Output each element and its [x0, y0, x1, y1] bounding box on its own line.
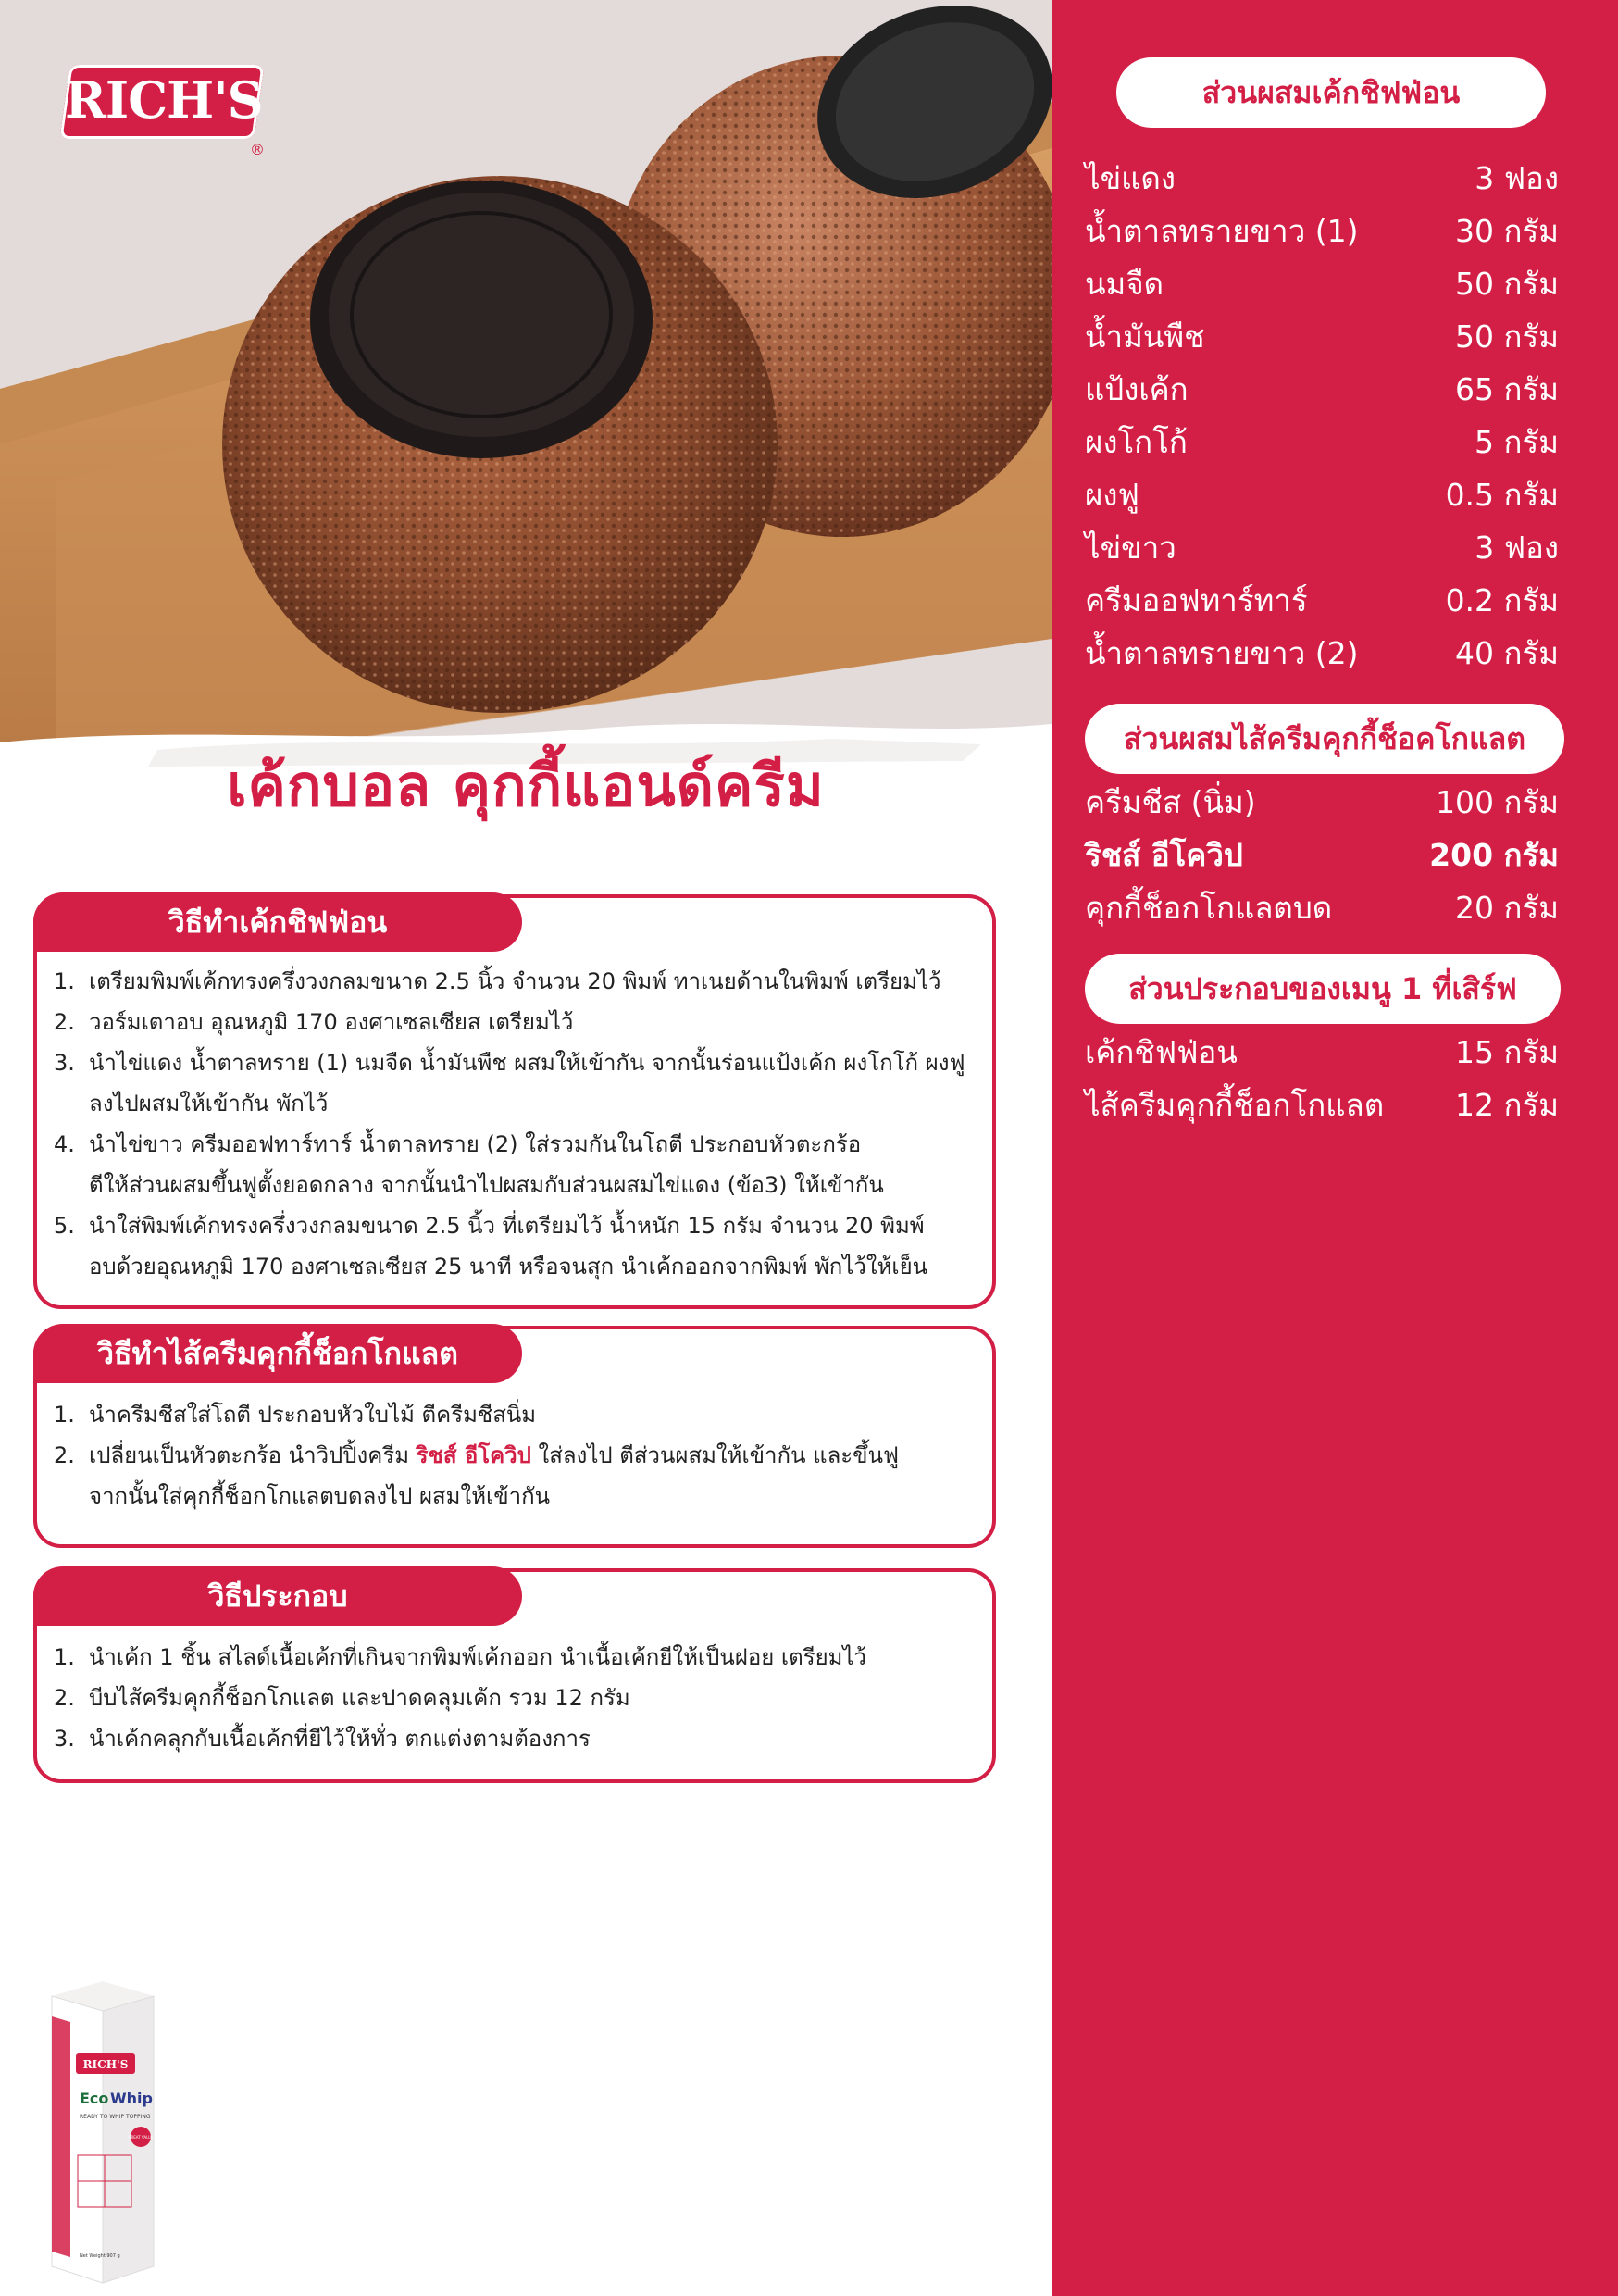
ingredient-name: นมจืด [1085, 266, 1164, 302]
chiffon-step [54, 1205, 979, 1287]
step-number: 5. [54, 1213, 75, 1239]
registered-mark: ® [250, 141, 265, 158]
ingredient-name: ครีมชีส (นิ่ม) [1085, 784, 1256, 820]
ingredient-amount: 30 กรัม [1455, 213, 1559, 249]
ingredient-amount: 40 กรัม [1455, 635, 1559, 671]
carton-net-weight: Net Weight 907 g [80, 2253, 120, 2259]
ingredient-amount: 200 กรัม [1429, 837, 1559, 873]
chiffon-step [54, 1002, 979, 1042]
step-text: วอร์มเตาอบ อุณหภูมิ 170 องศาเซลเซียส เตรียมไว้ [89, 1009, 574, 1035]
step-text: จากนั้นใส่คุกกี้ช็อกโกแลตบดลงไป ผสมให้เข้ากัน [89, 1483, 551, 1509]
ingredient-name: ผงฟู [1085, 477, 1139, 513]
step-text: นำครีมชีสใส่โถตี ประกอบหัวใบไม้ ตีครีมชีสนิ่ม [89, 1402, 537, 1428]
filling-step [54, 1394, 979, 1435]
chiffon-ingredient-row [1085, 259, 1559, 311]
ingredient-amount: 15 กรัม [1455, 1034, 1559, 1070]
chiffon-ingredient-row [1085, 206, 1559, 258]
ingredient-amount: 50 กรัม [1455, 318, 1559, 355]
chiffon-ingredient-row [1085, 576, 1559, 628]
step-text: นำเค้ก 1 ชิ้น สไลด์เนื้อเค้กที่เกินจากพิมพ์เค้กออก นำเนื้อเค้กยีให้เป็นฝอย เตรียมไว้ [89, 1644, 867, 1670]
filling-step [54, 1435, 979, 1516]
step-number: 4. [54, 1131, 75, 1157]
step-text: ตีให้ส่วนผสมขึ้นฟูตั้งยอดกลาง จากนั้นนำไปผสมกับส่วนผสมไข่แดง (ข้อ3) ให้เข้ากัน [89, 1172, 884, 1198]
chiffon-ingredient-row [1085, 470, 1559, 522]
step-text: ใส่ลงไป ตีส่วนผสมให้เข้ากัน และขึ้นฟู [530, 1442, 899, 1468]
assembly-step [54, 1718, 979, 1759]
step-text: อบด้วยอุณหภูมิ 170 องศาเซลเซียส 25 นาที หรือจนสุก นำเค้กออกจากพิมพ์ พักไว้ให้เย็น [89, 1254, 928, 1279]
filling-method-steps [54, 1394, 979, 1516]
assembly-step [54, 1678, 979, 1718]
ingredient-amount: 20 กรัม [1455, 890, 1559, 926]
ingredient-amount: 0.5 กรัม [1445, 477, 1559, 513]
step-text: นำไข่ขาว ครีมออฟทาร์ทาร์ น้ำตาลทราย (2) ใส่รวมกันในโถตี ประกอบหัวตะกร้อ [89, 1131, 862, 1157]
step-text: บีบไส้ครีมคุกกี้ช็อกโกแลต และปาดคลุมเค้ก รวม 12 กรัม [89, 1685, 630, 1711]
assembly-method-heading: วิธีประกอบ [33, 1566, 522, 1626]
logo-text: RICH'S [65, 70, 263, 130]
ingredient-amount: 100 กรัม [1436, 784, 1559, 820]
richs-logo [65, 65, 267, 157]
step-text: เปลี่ยนเป็นหัวตะกร้อ นำวิปปิ้งครีม [89, 1442, 417, 1468]
filling-ingredient-row [1085, 883, 1559, 935]
ingredient-amount: 3 ฟอง [1475, 530, 1559, 566]
filling-ingredient-row [1085, 778, 1559, 830]
chiffon-ingredient-row [1085, 629, 1559, 680]
ingredient-amount: 50 กรัม [1455, 266, 1559, 302]
step-text: นำเค้กคลุกกับเนื้อเค้กที่ยีไว้ให้ทั่ว ตกแต่งตามต้องการ [89, 1726, 591, 1752]
ingredient-amount: 12 กรัม [1455, 1087, 1559, 1123]
ingredient-name: คุกกี้ช็อกโกแลตบด [1085, 890, 1333, 926]
chiffon-ingredient-row [1085, 418, 1559, 469]
filling-method-heading: วิธีทำไส้ครีมคุกกี้ช็อกโกแลต [33, 1324, 522, 1383]
step-text: เตรียมพิมพ์เค้กทรงครึ่งวงกลมขนาด 2.5 นิ้ว จำนวน 20 พิมพ์ ทาเนยด้านในพิมพ์ เตรียมไว้ [89, 968, 941, 994]
ingredient-amount: 5 กรัม [1475, 424, 1559, 460]
step-number: 3. [54, 1726, 75, 1752]
ingredient-amount: 0.2 กรัม [1445, 582, 1559, 618]
carton-logo: RICH'S [82, 2058, 129, 2071]
carton-whip: Whip [110, 2090, 153, 2107]
filling-ingredient-row [1085, 830, 1559, 882]
chiffon-ingredient-row [1085, 365, 1559, 417]
step-text: นำใส่พิมพ์เค้กทรงครึ่งวงกลมขนาด 2.5 นิ้ว ที่เตรียมไว้ น้ำหนัก 15 กรัม จำนวน 20 พิมพ์ [89, 1213, 925, 1239]
chiffon-ingredient-row [1085, 154, 1559, 206]
step-text: ลงไปผสมให้เข้ากัน พักไว้ [89, 1091, 329, 1117]
step-number: 2. [54, 1442, 75, 1468]
chiffon-method-heading: วิธีทำเค้กชิฟฟ่อน [33, 892, 522, 952]
step-number: 2. [54, 1685, 75, 1711]
assembly-step [54, 1637, 979, 1678]
ingredient-amount: 65 กรัม [1455, 371, 1559, 407]
chiffon-ingredient-row [1085, 312, 1559, 364]
ingredient-name: ไข่ขาว [1085, 530, 1176, 566]
serving-components-heading: ส่วนประกอบของเมนู 1 ที่เสิร์ฟ [1085, 954, 1561, 1024]
ingredient-name: น้ำตาลทรายขาว (1) [1085, 213, 1359, 249]
step-number: 2. [54, 1009, 75, 1035]
step-text: นำไข่แดง น้ำตาลทราย (1) นมจืด น้ำมันพืช ผสมให้เข้ากัน จากนั้นร่อนแป้งเค้ก ผงโกโก้ ผงฟู [89, 1050, 965, 1076]
chiffon-step [54, 961, 979, 1002]
chiffon-step [54, 1124, 979, 1205]
ingredient-name: ไส้ครีมคุกกี้ช็อกโกแลต [1085, 1087, 1385, 1123]
chiffon-ingredients-heading: ส่วนผสมเค้กชิฟฟ่อน [1116, 57, 1546, 128]
ingredient-name: แป้งเค้ก [1085, 371, 1189, 407]
ingredient-name: ริชส์ อีโควิป [1085, 837, 1243, 873]
carton-tagline: READY TO WHIP TOPPING [80, 2114, 151, 2120]
carton-badge: GREAT VALUE [128, 2135, 154, 2140]
ingredient-name: เค้กชิฟฟ่อน [1085, 1034, 1238, 1070]
ingredient-name: ครีมออฟทาร์ทาร์ [1085, 582, 1308, 618]
brand-product-name: ริชส์ อีโควิป [416, 1442, 531, 1468]
step-number: 1. [54, 1402, 75, 1428]
step-number: 3. [54, 1050, 75, 1076]
carton-eco: Eco [80, 2090, 109, 2107]
assembly-method-steps [54, 1637, 979, 1759]
chiffon-step [54, 1042, 979, 1124]
chiffon-ingredient-row [1085, 523, 1559, 575]
step-number: 1. [54, 968, 75, 994]
step-number: 1. [54, 1644, 75, 1670]
ingredient-amount: 3 ฟอง [1475, 160, 1559, 196]
ingredient-name: น้ำตาลทรายขาว (2) [1085, 635, 1359, 671]
serving-component-row [1085, 1080, 1559, 1132]
ecowhip-carton [43, 1979, 163, 2285]
serving-component-row [1085, 1028, 1559, 1079]
chiffon-method-steps [54, 961, 979, 1287]
ingredient-name: ผงโกโก้ [1085, 424, 1188, 460]
filling-ingredients-heading: ส่วนผสมไส้ครีมคุกกี้ช็อคโกแลต [1085, 704, 1564, 774]
ingredient-name: ไข่แดง [1085, 160, 1176, 196]
ingredient-name: น้ำมันพืช [1085, 318, 1205, 355]
recipe-title: เค้กบอล คุกกี้แอนด์ครีม [227, 752, 825, 819]
